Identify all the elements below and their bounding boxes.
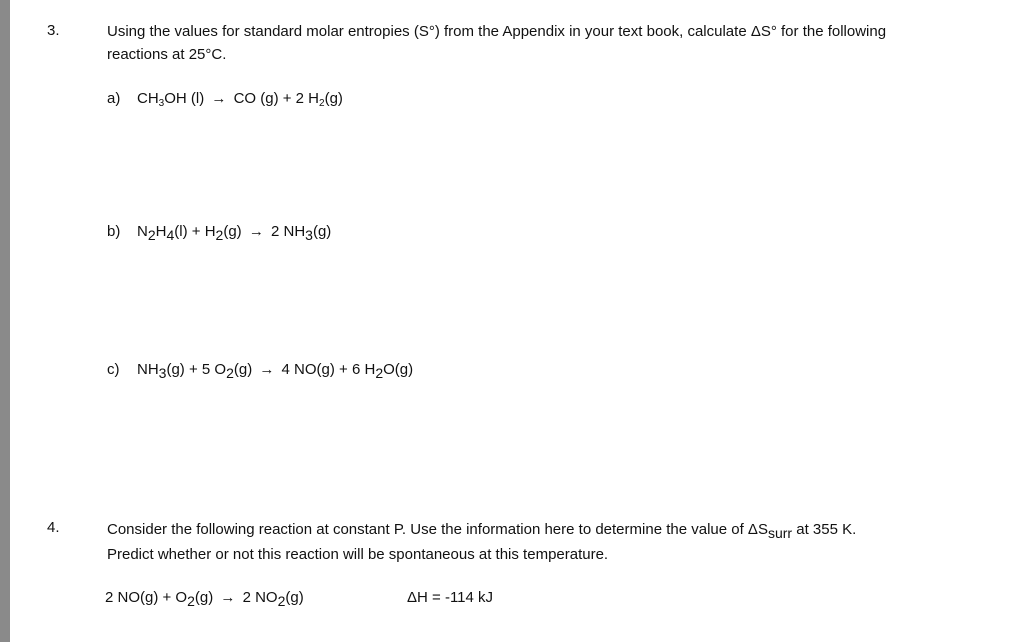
reaction-c-label: c)	[107, 361, 120, 378]
reaction-arrow: →	[259, 361, 275, 378]
reaction-b-label: b)	[107, 223, 121, 240]
reaction-arrow: →	[248, 223, 264, 240]
reaction-arrow: →	[220, 589, 236, 606]
reaction-a: a) $CH_3OH$ (l) → CO (g) + 2 $H_2(g)$	[107, 90, 343, 109]
page-edge-bar	[0, 0, 10, 642]
question-3-line-1: Using the values for standard molar entropies (S°) from the Appendix in your text book, calculate ΔS° for the following	[107, 23, 887, 40]
reaction-b: b) $N_2H_4(l) + H_2(g) \to 2$ $NH_3(g)$	[107, 223, 332, 243]
reaction-c: c) $NH_3(g) + 5$ $O_2(g) \to 4$ NO(g) + 6 $H_2O(g)$	[107, 361, 414, 381]
question-4-line-1: Consider the following reaction at constant P. Use the information here to determine the value of $\Delta S_{surr}$ at 355 K.	[107, 521, 857, 541]
question-4-line-2: Predict whether or not this reaction will be spontaneous at this temperature.	[107, 546, 609, 563]
enthalpy-value: ΔH = -114 kJ	[407, 589, 494, 606]
question-3-line-2: reactions at 25°C.	[107, 46, 227, 63]
question-3-text	[107, 20, 886, 66]
reaction-q4: 2 $NO(g) + O_2(g) \to 2$ $NO_2(g)$	[105, 589, 304, 609]
reaction-arrow: →	[211, 90, 227, 107]
question-3-number: 3.	[47, 22, 60, 39]
question-4-text	[107, 517, 856, 567]
reaction-a-label: a)	[107, 90, 121, 107]
question-4-number: 4.	[47, 519, 60, 536]
